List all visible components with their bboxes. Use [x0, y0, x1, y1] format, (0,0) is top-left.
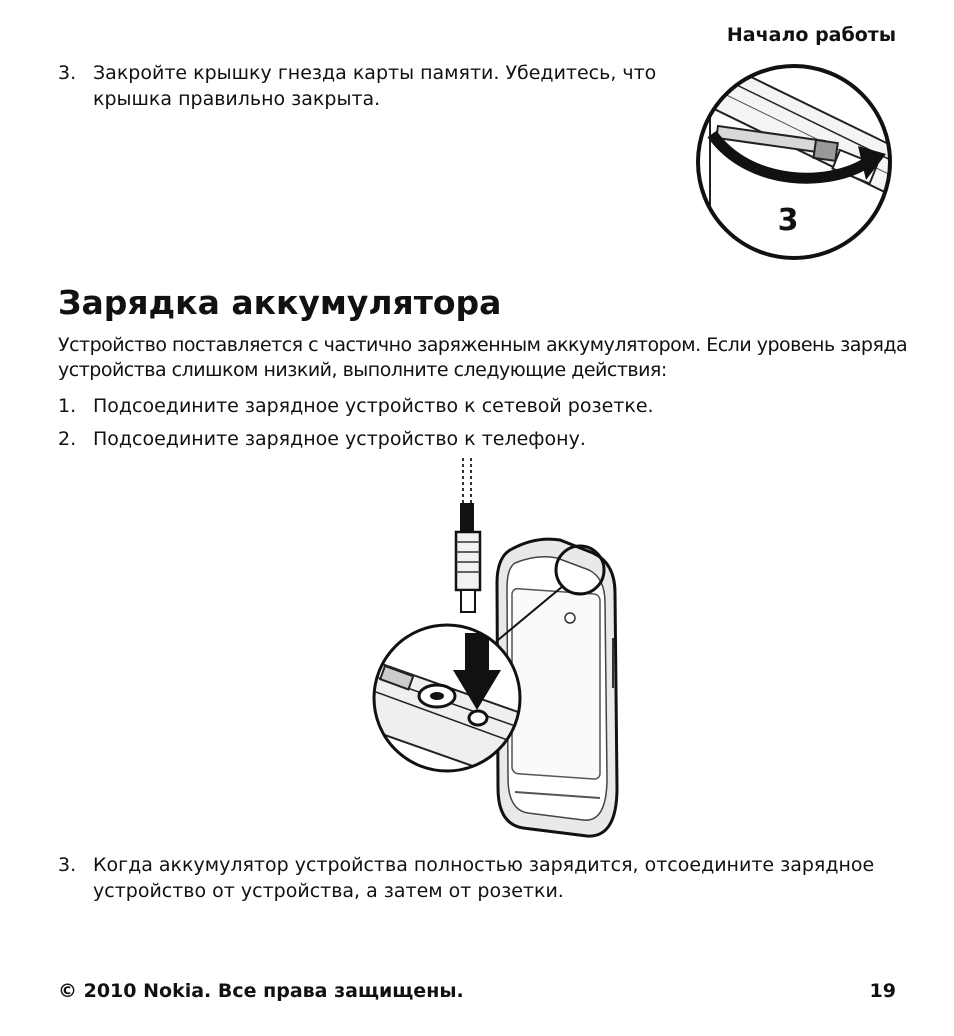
phone-edge-closeup — [710, 62, 900, 267]
step-text: Подсоедините зарядное устройство к сетевой розетке. — [93, 395, 654, 417]
charger-connection-illustration — [365, 458, 635, 848]
step-number: 1. — [58, 395, 77, 417]
step-text: Закройте крышку гнезда карты памяти. Убедитесь, что крышка правильно закрыта. — [93, 62, 657, 110]
copyright-notice: © 2010 Nokia. Все права защищены. — [58, 980, 464, 1002]
step-number: 3. — [58, 854, 77, 876]
step-text: Подсоедините зарядное устройство к телефону. — [93, 428, 586, 450]
running-header: Начало работы — [726, 24, 896, 46]
charging-step-2 — [58, 426, 918, 452]
memory-card-cover-illustration — [690, 62, 900, 267]
memory-card-step-3 — [58, 60, 698, 112]
charging-step-1 — [58, 393, 918, 419]
charging-step-3 — [58, 852, 918, 904]
step-text: Когда аккумулятор устройства полностью зарядится, отсоедините зарядное устройство от устройства, а затем от розетки. — [93, 854, 875, 902]
step-number: 2. — [58, 428, 77, 450]
charger-cable — [456, 458, 480, 612]
step-number: 3. — [58, 62, 77, 84]
section-intro: Устройство поставляется с частично заряженным аккумулятором. Если уровень заряда устройства слишком низкий, выполните следующие действия: — [58, 334, 908, 381]
charger-plug — [456, 532, 480, 590]
step-label: 3 — [777, 203, 799, 238]
page-number: 19 — [869, 980, 896, 1002]
section-title: Зарядка аккумулятора — [58, 283, 502, 322]
charger-port — [469, 711, 487, 725]
